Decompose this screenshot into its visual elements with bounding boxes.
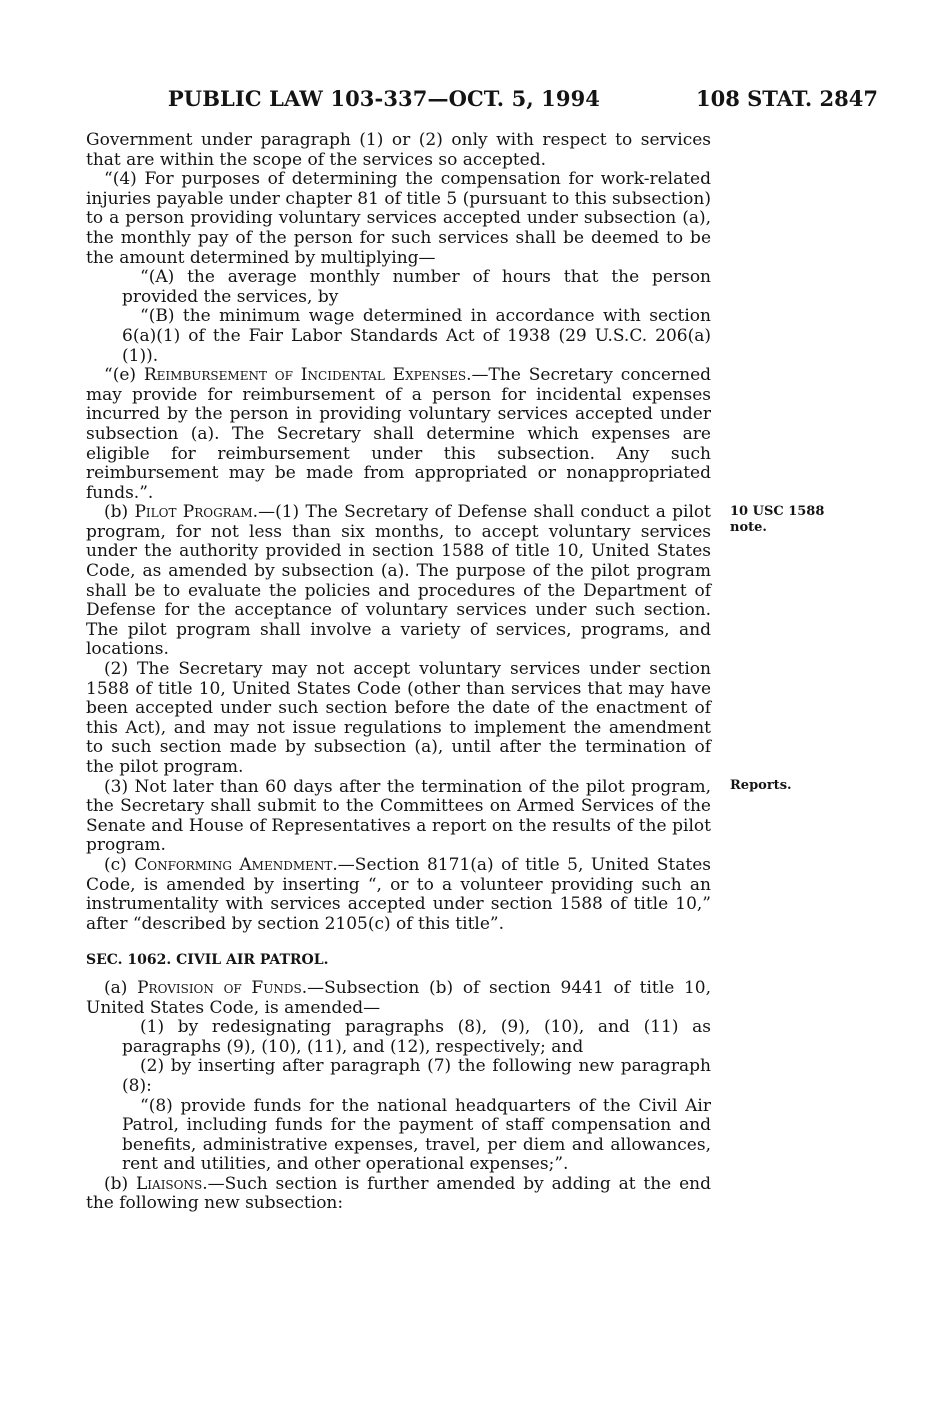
page-header-title: PUBLIC LAW 103-337—OCT. 5, 1994: [167, 86, 600, 111]
subparagraph-a: “(A) the average monthly number of hours that the person provided the services, by: [122, 267, 711, 307]
page-header-stat: 108 STAT. 2847: [696, 86, 878, 111]
subsection-e-heading: Reimbursement of Incidental Expenses: [143, 365, 467, 386]
paragraph-4: “(4) For purposes of determining the compensation for work-related injuries payable under chapter 81 of title 5 (pursuant to this subsection) to a person providing voluntary services accepted under subsection (a), the monthly pay of the person for such services shall be deemed to be the amount determined by multiplying—: [86, 169, 711, 268]
subsection-c-conforming-amendment: (c) Conforming Amendment.—Section 8171(a) of title 5, United States Code, is amended by inserting “, or to a volunteer providing such an instrumentality with services accepted under section 1588 of title 10,” after “described by section 2105(c) of this title”.: [86, 854, 711, 934]
section-heading: SEC. 1062. CIVIL AIR PATROL.: [86, 952, 329, 969]
pilot-paragraph-2: (2) The Secretary may not accept voluntary services under section 1588 of title 10, United States Code (other than services that may have been accepted under such section before the date of the enactment of this Act), and may not issue regulations to implement the amendment to such section made by subsection (a), until after the termination of the pilot program.: [86, 659, 711, 777]
paragraph-continuation: Government under paragraph (1) or (2) only with respect to services that are within the scope of the services so accepted.: [86, 130, 711, 170]
subsection-b-pilot-program: (b) Pilot Program.—(1) The Secretary of Defense shall conduct a pilot program, for not less than six months, to accept voluntary services under the authority provided in section 1588 of title 10, United States Code, as amended by subsection (a). The purpose of the pilot program shall be to evaluate the policies and procedures of the Department of Defense for the acceptance of voluntary services under such section. The pilot program shall involve a variety of services, programs, and locations.: [86, 502, 711, 660]
new-paragraph-8: “(8) provide funds for the national headquarters of the Civil Air Patrol, including funds for the payment of staff compensation and benefits, administrative expenses, travel, per diem and allowances, rent and utilities, and other operational expenses;”.: [122, 1095, 711, 1175]
subsection-a-provision-of-funds: (a) Provision of Funds.—Subsection (b) of section 9441 of title 10, United States Code, is amended—: [86, 977, 711, 1018]
subsection-b-liaisons: (b) Liaisons.—Such section is further amended by adding at the end the following new subsection:: [86, 1173, 711, 1214]
document-body: [86, 131, 711, 1214]
provision-of-funds-heading: Provision of Funds: [137, 977, 302, 998]
margin-note-reports: Reports.: [730, 778, 792, 793]
amendment-item-2: (2) by inserting after paragraph (7) the following new paragraph (8):: [122, 1056, 711, 1096]
conforming-amendment-heading: Conforming Amendment: [134, 854, 333, 875]
pilot-program-heading: Pilot Program: [134, 502, 253, 523]
subparagraph-b: “(B) the minimum wage determined in accordance with section 6(a)(1) of the Fair Labor Standards Act of 1938 (29 U.S.C. 206(a)(1)).: [122, 306, 711, 366]
subsection-e: “(e) Reimbursement of Incidental Expenses.—The Secretary concerned may provide for reimbursement of a person for incidental expenses incurred by the person in providing voluntary services accepted under subsection (a). The Secretary shall determine which expenses are eligible for reimbursement under this subsection. Any such reimbursement may be made from appropriated or nonappropriated funds.”.: [86, 365, 712, 503]
margin-note-usc: 10 USC 1588 note.: [730, 504, 825, 535]
amendment-item-1: (1) by redesignating paragraphs (8), (9), (10), and (11) as paragraphs (9), (10), (11), and (12), respectively; and: [122, 1017, 711, 1057]
pilot-paragraph-3: (3) Not later than 60 days after the termination of the pilot program, the Secretary shall submit to the Committees on Armed Services of the Senate and House of Representatives a report on the results of the pilot program.: [86, 776, 711, 856]
liaisons-heading: Liaisons: [136, 1173, 203, 1194]
